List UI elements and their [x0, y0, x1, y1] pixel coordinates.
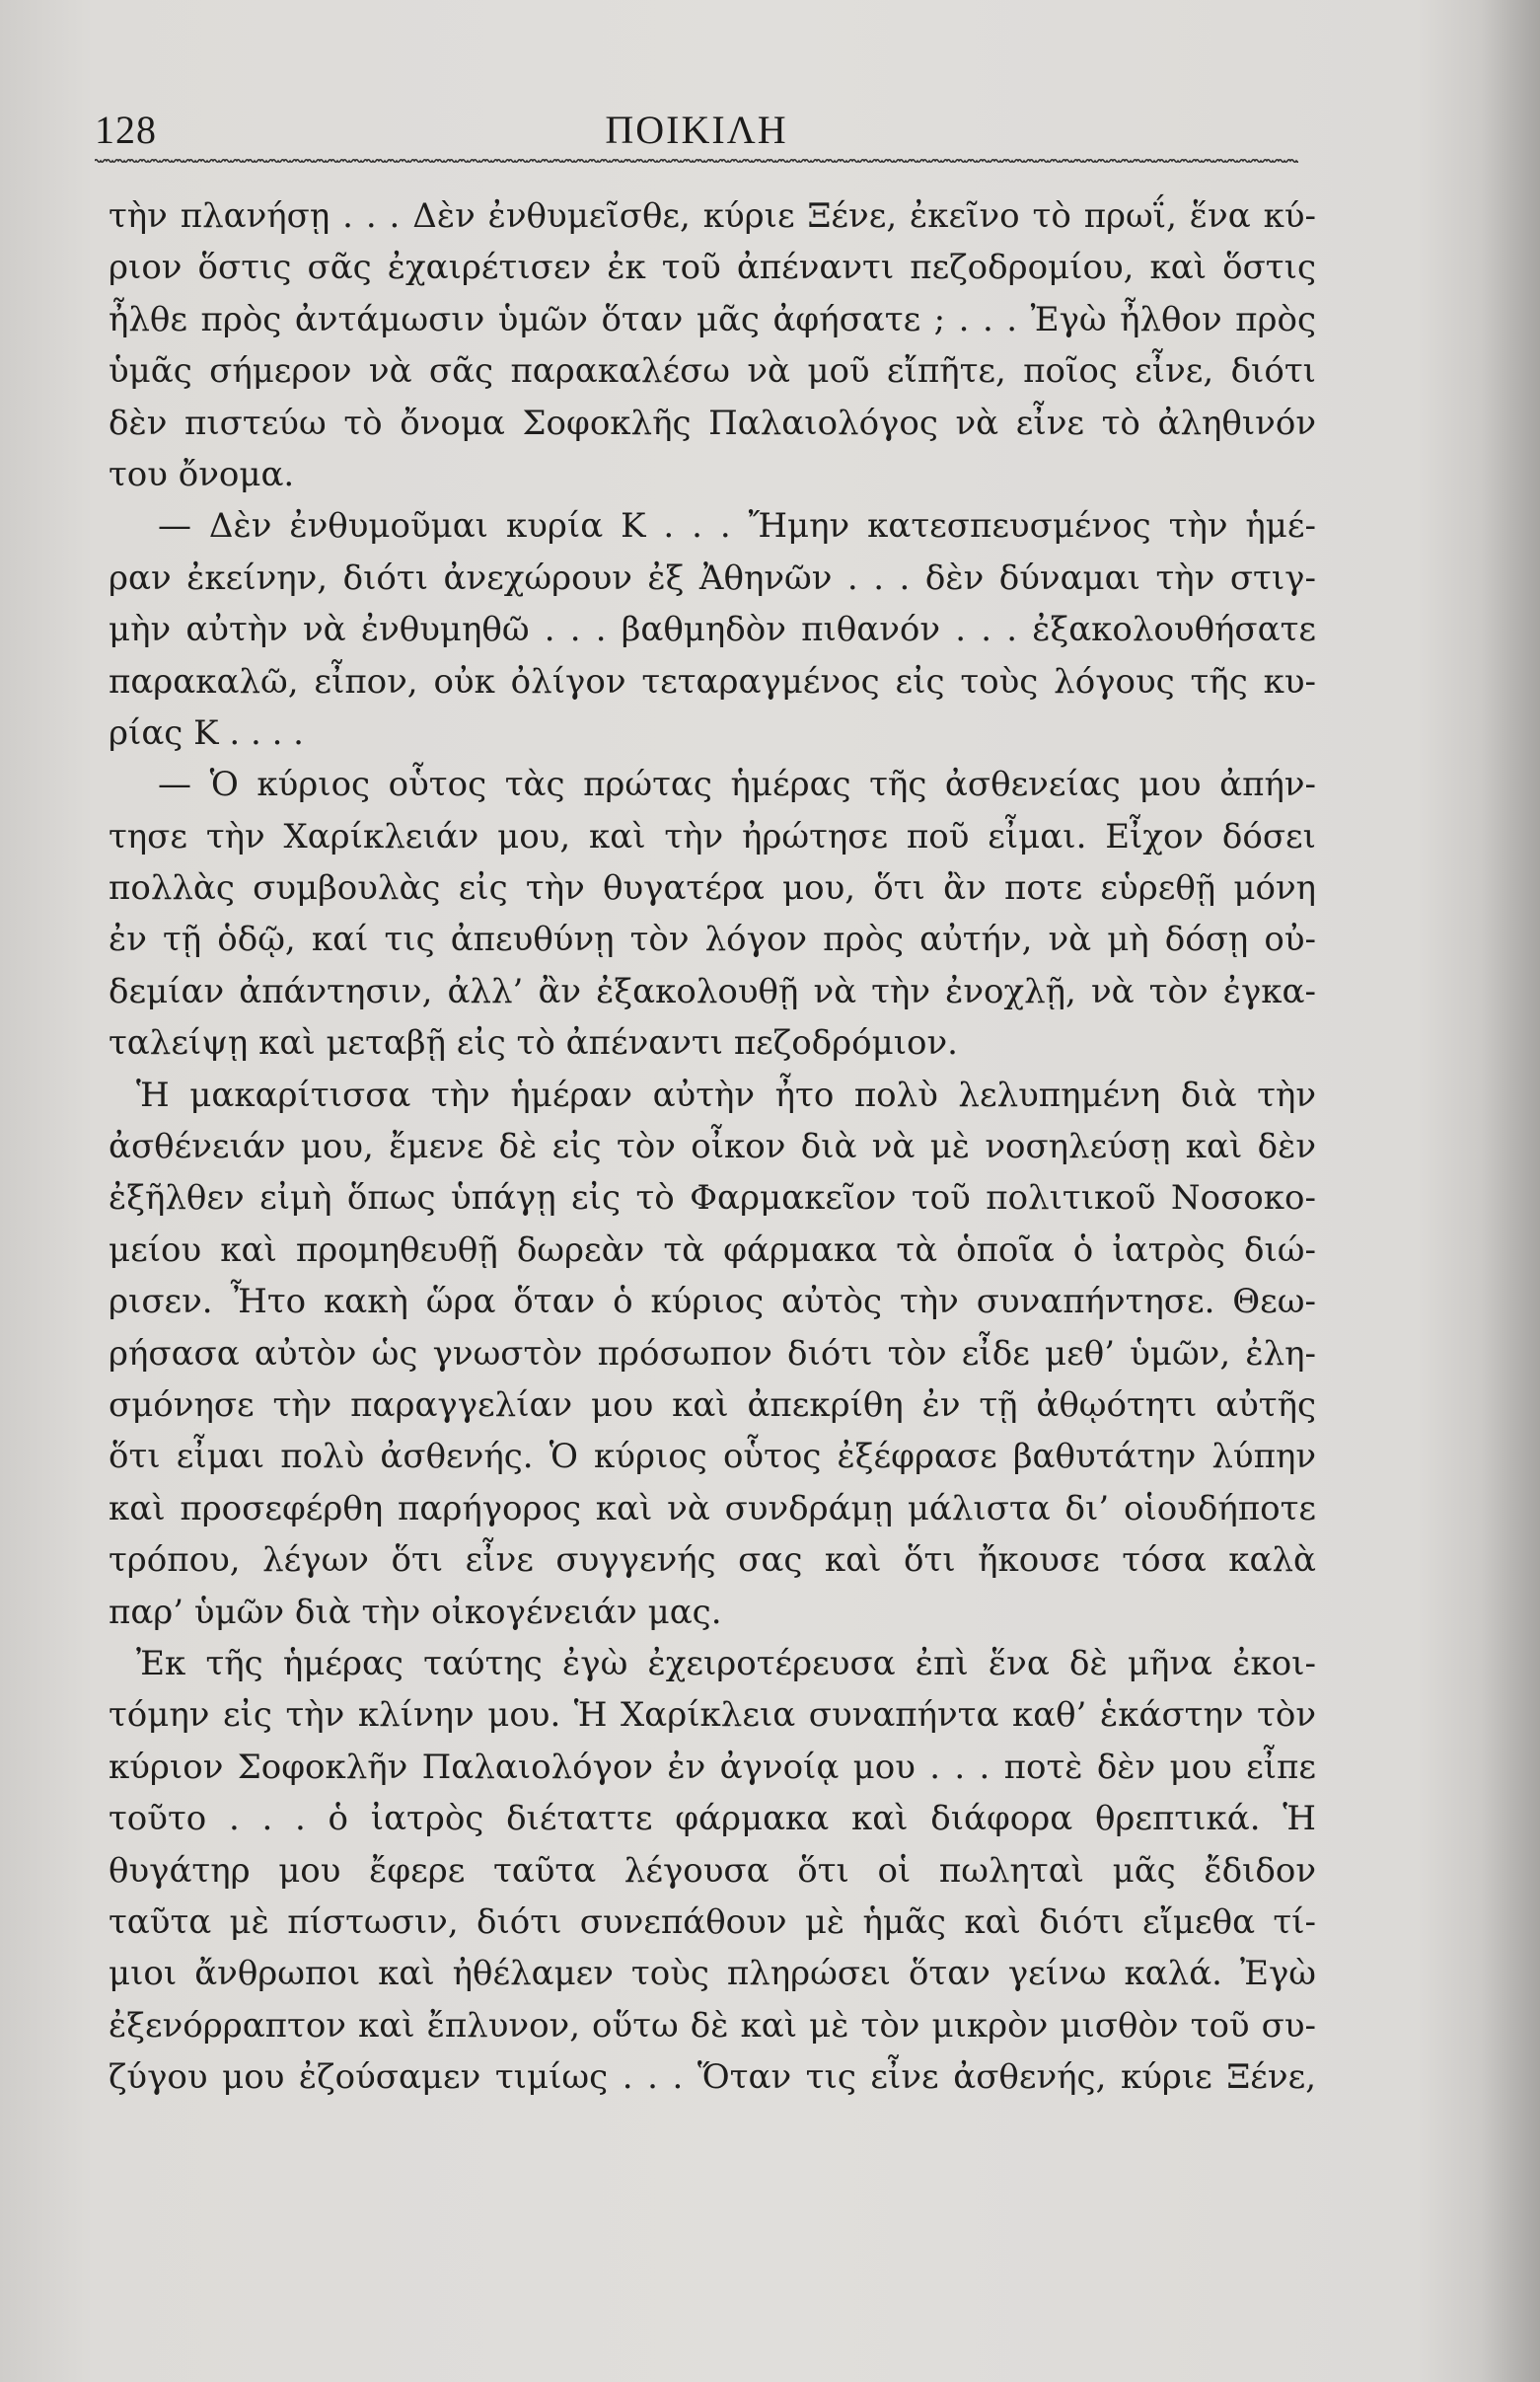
text-line: παρ’ ὑμῶν διὰ τὴν οἰκογένειάν μας.	[109, 1592, 722, 1632]
text-line: ταλείψῃ καὶ μεταβῇ εἰς τὸ ἀπέναντι πεζοδρόμιον.	[109, 1023, 958, 1064]
text-line: τρόπου, λέγων ὅτι εἶνε συγγενής σας καὶ ὅτι ἤκουσε τόσα καλὰ	[109, 1540, 1316, 1581]
text-line: ὅτι εἶμαι πολὺ ἀσθενής. Ὁ κύριος οὗτος ἐξέφρασε βαθυτάτην λύπην	[109, 1437, 1316, 1477]
text-line: ταῦτα μὲ πίστωσιν, διότι συνεπάθουν μὲ ἡμᾶς καὶ διότι εἴμεθα τί-	[109, 1901, 1316, 1942]
text-line: ἀσθένειάν μου, ἔμενε δὲ εἰς τὸν οἶκον διὰ νὰ μὲ νοσηλεύσῃ καὶ δὲν	[109, 1127, 1316, 1167]
page-number: 128	[95, 108, 157, 152]
text-line: μιοι ἄνθρωποι καὶ ἠθέλαμεν τοὺς πληρώσει ὅταν γείνω καλά. Ἐγὼ	[109, 1954, 1316, 1994]
text-line: καὶ προσεφέρθη παρήγορος καὶ νὰ συνδράμῃ μάλιστα δι’ οἱουδήποτε	[109, 1488, 1316, 1528]
text-line: ἐν τῇ ὁδῷ, καί τις ἀπευθύνῃ τὸν λόγον πρὸς αὐτήν, νὰ μὴ δόσῃ οὐ-	[109, 920, 1316, 960]
body-text	[109, 190, 1316, 2103]
text-line: κύριον Σοφοκλῆν Παλαιολόγον ἐν ἀγνοίᾳ μου . . . ποτὲ δὲν μου εἶπε	[109, 1747, 1316, 1787]
text-line: ἐξενόρραπτον καὶ ἔπλυνον, οὕτω δὲ καὶ μὲ τὸν μικρὸν μισθὸν τοῦ συ-	[109, 2005, 1316, 2046]
text-line: ρήσασα αὐτὸν ὡς γνωστὸν πρόσωπον διότι τὸν εἶδε μεθ’ ὑμῶν, ἐλη-	[109, 1333, 1316, 1374]
page-header	[95, 107, 1298, 166]
text-line: τὴν πλανήσῃ . . . Δὲν ἐνθυμεῖσθε, κύριε Ξένε, ἐκεῖνο τὸ πρωΐ, ἕνα κύ-	[109, 196, 1316, 236]
text-line: μείου καὶ προμηθευθῇ δωρεὰν τὰ φάρμακα τὰ ὁποῖα ὁ ἰατρὸς διώ-	[109, 1229, 1316, 1270]
text-line: ριον ὅστις σᾶς ἐχαιρέτισεν ἐκ τοῦ ἀπέναντι πεζοδρομίου, καὶ ὅστις	[109, 248, 1316, 288]
text-line: σμόνησε τὴν παραγγελίαν μου καὶ ἀπεκρίθη ἐν τῇ ἀθῳότητι αὐτῆς	[109, 1384, 1316, 1425]
text-line: τησε τὴν Χαρίκλειάν μου, καὶ τὴν ἠρώτησε ποῦ εἶμαι. Εἶχον δόσει	[109, 816, 1316, 856]
text-line: ρισεν. Ἦτο κακὴ ὥρα ὅταν ὁ κύριος αὐτὸς τὴν συναπήντησε. Θεω-	[109, 1282, 1316, 1322]
text-line: Ἡ μακαρίτισσα τὴν ἡμέραν αὐτὴν ἦτο πολὺ λελυπημένη διὰ τὴν	[136, 1075, 1316, 1115]
page-gutter-shadow	[1481, 0, 1540, 2382]
text-line: Ἐκ τῆς ἡμέρας ταύτης ἐγὼ ἐχειροτέρευσα ἐπὶ ἕνα δὲ μῆνα ἐκοι-	[136, 1643, 1316, 1683]
text-line: ραν ἐκείνην, διότι ἀνεχώρουν ἐξ Ἀθηνῶν . . . δὲν δύναμαι τὴν στιγ-	[109, 558, 1316, 598]
text-line: τόμην εἰς τὴν κλίνην μου. Ἡ Χαρίκλεια συναπήντα καθ’ ἑκάστην τὸν	[109, 1695, 1316, 1736]
text-line: ἐξῆλθεν εἰμὴ ὅπως ὑπάγῃ εἰς τὸ Φαρμακεῖον τοῦ πολιτικοῦ Νοσοκο-	[109, 1178, 1316, 1219]
text-line: ὑμᾶς σήμερον νὰ σᾶς παρακαλέσω νὰ μοῦ εἴπῆτε, ποῖος εἶνε, διότι	[109, 351, 1316, 392]
text-line: ρίας Κ . . . .	[109, 712, 304, 753]
text-line: θυγάτηρ μου ἔφερε ταῦτα λέγουσα ὅτι οἱ πωληταὶ μᾶς ἔδιδον	[109, 1850, 1316, 1891]
text-line: πολλὰς συμβουλὰς εἰς τὴν θυγατέρα μου, ὅτι ἂν ποτε εὑρεθῇ μόνη	[109, 868, 1316, 909]
header-wavy-rule	[95, 158, 1298, 164]
text-line: παρακαλῶ, εἶπον, οὐκ ὀλίγον τεταραγμένος εἰς τοὺς λόγους τῆς κυ-	[109, 661, 1316, 702]
text-line: δεμίαν ἀπάντησιν, ἀλλ’ ἂν ἐξακολουθῇ νὰ τὴν ἐνοχλῇ, νὰ τὸν ἐγκα-	[109, 971, 1316, 1011]
text-line: τοῦτο . . . ὁ ἰατρὸς διέταττε φάρμακα καὶ διάφορα θρεπτικά. Ἡ	[109, 1799, 1316, 1839]
text-line: δὲν πιστεύω τὸ ὄνομα Σοφοκλῆς Παλαιολόγος νὰ εἶνε τὸ ἀληθινόν	[109, 403, 1316, 443]
text-line: — Ὁ κύριος οὗτος τὰς πρώτας ἡμέρας τῆς ἀσθενείας μου ἀπήν-	[158, 765, 1316, 805]
text-line: — Δὲν ἐνθυμοῦμαι κυρία Κ . . . Ἤμην κατεσπευσμένος τὴν ἡμέ-	[158, 506, 1316, 547]
text-line: ἦλθε πρὸς ἀντάμωσιν ὑμῶν ὅταν μᾶς ἀφήσατε ; . . . Ἐγὼ ἦλθον πρὸς	[109, 299, 1316, 339]
text-line: ζύγου μου ἐζούσαμεν τιμίως . . . Ὅταν τις εἶνε ἀσθενής, κύριε Ξένε,	[109, 2057, 1316, 2098]
text-line: μὴν αὐτὴν νὰ ἐνθυμηθῶ . . . βαθμηδὸν πιθανόν . . . ἐξακολουθήσατε	[109, 610, 1316, 650]
running-title: ΠΟΙΚΙΛΗ	[605, 108, 788, 152]
text-line: του ὄνομα.	[109, 454, 295, 494]
